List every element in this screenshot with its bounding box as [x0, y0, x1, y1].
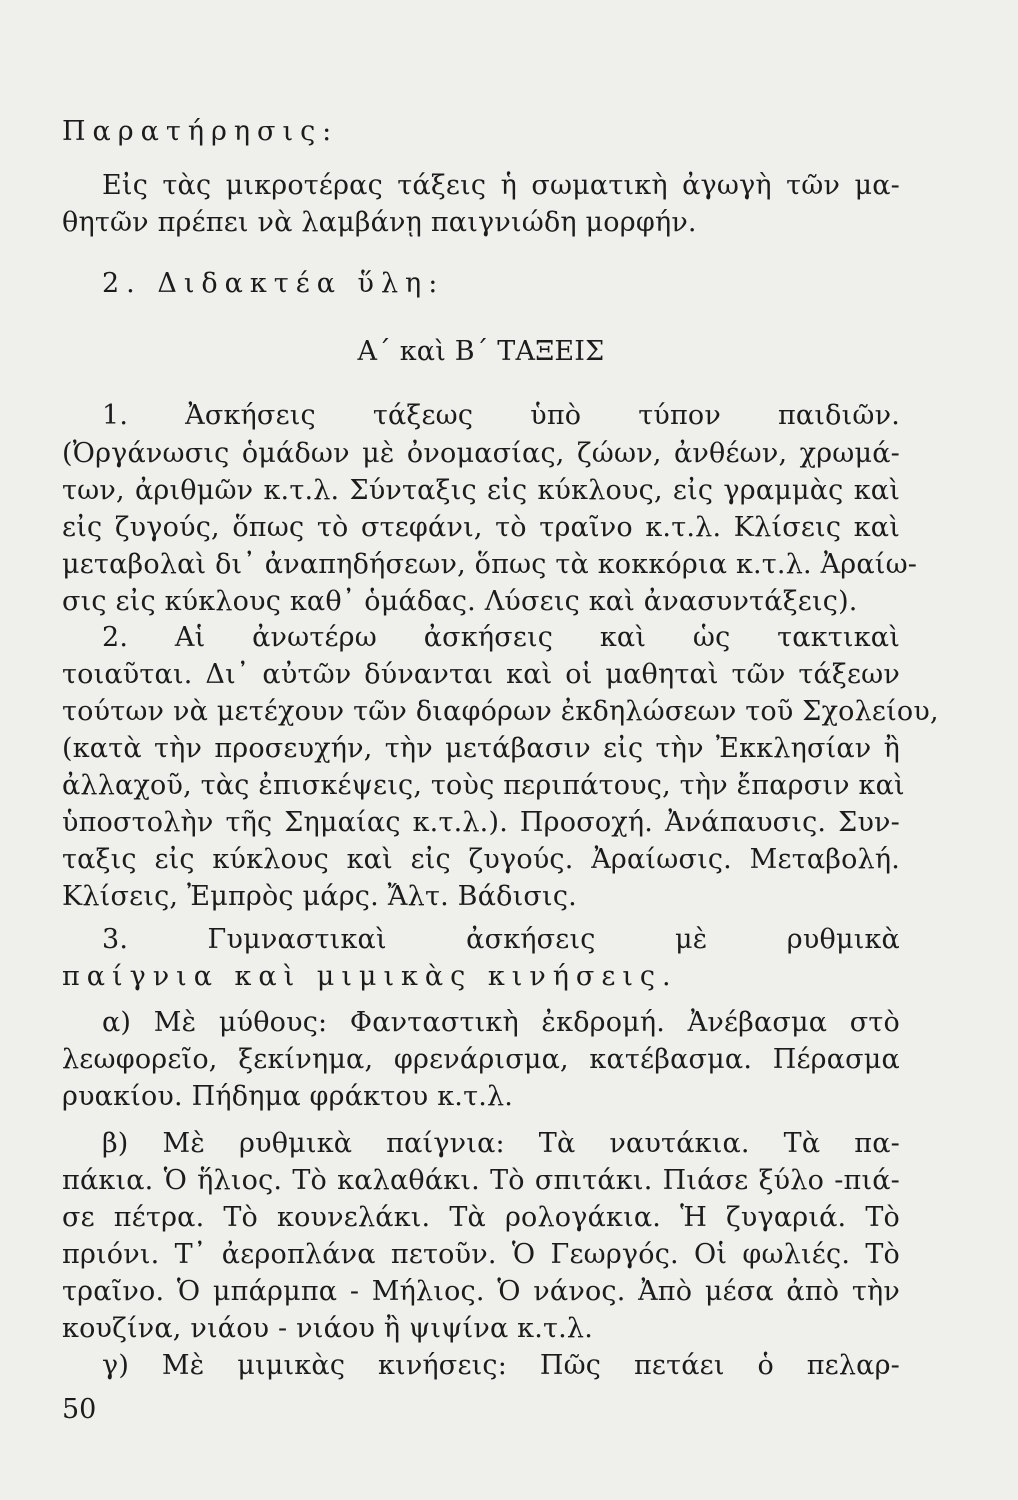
- text-line: μεταβολαὶ δι᾽ ἀναπηδήσεων, ὅπως τὰ κοκκόρια κ.τ.λ. Ἀραίω-: [62, 549, 918, 580]
- section-heading: 2. Διδακτέα ὕλη:: [102, 268, 445, 299]
- item-heading: 2. Αἱ ἀνωτέρω ἀσκήσεις καὶ ὡς τακτικαὶ: [102, 622, 900, 653]
- text-line: ὑποστολὴν τῆς Σημαίας κ.τ.λ.). Προσοχή. Ἀνάπαυσις. Συν-: [62, 807, 900, 838]
- item-heading: 1. Ἀσκήσεις τάξεως ὑπὸ τύπον παιδιῶν.: [102, 400, 900, 431]
- text-line: γ) Μὲ μιμικὰς κινήσεις: Πῶς πετάει ὁ πελαρ-: [102, 1350, 900, 1381]
- text-line: πάκια. Ὁ ἥλιος. Τὸ καλαθάκι. Τὸ σπιτάκι. Πιάσε ξύλο -πιά-: [62, 1165, 900, 1196]
- text-line: (κατὰ τὴν προσευχήν, τὴν μετάβασιν εἰς τὴν Ἐκκλησίαν ἢ: [62, 733, 900, 764]
- text-line: πριόνι. Τ᾽ ἀεροπλάνα πετοῦν. Ὁ Γεωργός. Οἱ φωλιές. Τὸ: [62, 1239, 900, 1270]
- text-line: θητῶν πρέπει νὰ λαμβάνῃ παιγνιώδη μορφήν.: [62, 207, 697, 238]
- text-line: (Ὀργάνωσις ὁμάδων μὲ ὀνομασίας, ζώων, ἀνθέων, χρωμά-: [62, 438, 900, 469]
- class-heading: Α΄ καὶ Β΄ ΤΑΞΕΙΣ: [357, 336, 605, 367]
- text-line: β) Μὲ ρυθμικὰ παίγνια: Τὰ ναυτάκια. Τὰ πα-: [102, 1128, 900, 1159]
- text-line: Εἰς τὰς μικροτέρας τάξεις ἡ σωματικὴ ἀγωγὴ τῶν μα-: [102, 170, 900, 201]
- text-line: ταξις εἰς κύκλους καὶ εἰς ζυγούς. Ἀραίωσις. Μεταβολή.: [62, 844, 900, 875]
- page-number: 50: [62, 1394, 97, 1425]
- text-line: ἀλλαχοῦ, τὰς ἐπισκέψεις, τοὺς περιπάτους, τὴν ἔπαρσιν καὶ: [62, 770, 905, 801]
- item-heading: 3. Γυμναστικαὶ ἀσκήσεις μὲ ρυθμικὰ: [102, 924, 900, 955]
- item-heading-cont: παίγνια καὶ μιμικὰς κινήσεις.: [62, 961, 678, 992]
- note-heading: Παρατήρησις:: [62, 116, 339, 147]
- text-line: Κλίσεις, Ἐμπρὸς μάρς. Ἄλτ. Βάδισις.: [62, 881, 577, 912]
- text-line: τοιαῦται. Δι᾽ αὐτῶν δύνανται καὶ οἱ μαθηταὶ τῶν τάξεων: [62, 659, 900, 690]
- text-line: των, ἀριθμῶν κ.τ.λ. Σύνταξις εἰς κύκλους, εἰς γραμμὰς καὶ: [62, 475, 900, 506]
- text-line: σις εἰς κύκλους καθ᾽ ὁμάδας. Λύσεις καὶ ἀνασυντάξεις).: [62, 586, 858, 617]
- text-line: ρυακίου. Πήδημα φράκτου κ.τ.λ.: [62, 1081, 514, 1112]
- text-line: κουζίνα, νιάου - νιάου ἢ ψιψίνα κ.τ.λ.: [62, 1313, 594, 1344]
- text-line: α) Μὲ μύθους: Φανταστικὴ ἐκδρομή. Ἀνέβασμα στὸ: [102, 1007, 900, 1038]
- text-line: σε πέτρα. Τὸ κουνελάκι. Τὰ ρολογάκια. Ἡ ζυγαριά. Τὸ: [62, 1202, 900, 1233]
- text-line: τούτων νὰ μετέχουν τῶν διαφόρων ἐκδηλώσεων τοῦ Σχολείου,: [62, 696, 939, 727]
- text-line: τραῖνο. Ὁ μπάρμπα - Μήλιος. Ὁ νάνος. Ἀπὸ μέσα ἀπὸ τὴν: [62, 1276, 900, 1307]
- text-line: εἰς ζυγούς, ὅπως τὸ στεφάνι, τὸ τραῖνο κ.τ.λ. Κλίσεις καὶ: [62, 512, 900, 543]
- text-line: λεωφορεῖο, ξεκίνημα, φρενάρισμα, κατέβασμα. Πέρασμα: [62, 1044, 900, 1075]
